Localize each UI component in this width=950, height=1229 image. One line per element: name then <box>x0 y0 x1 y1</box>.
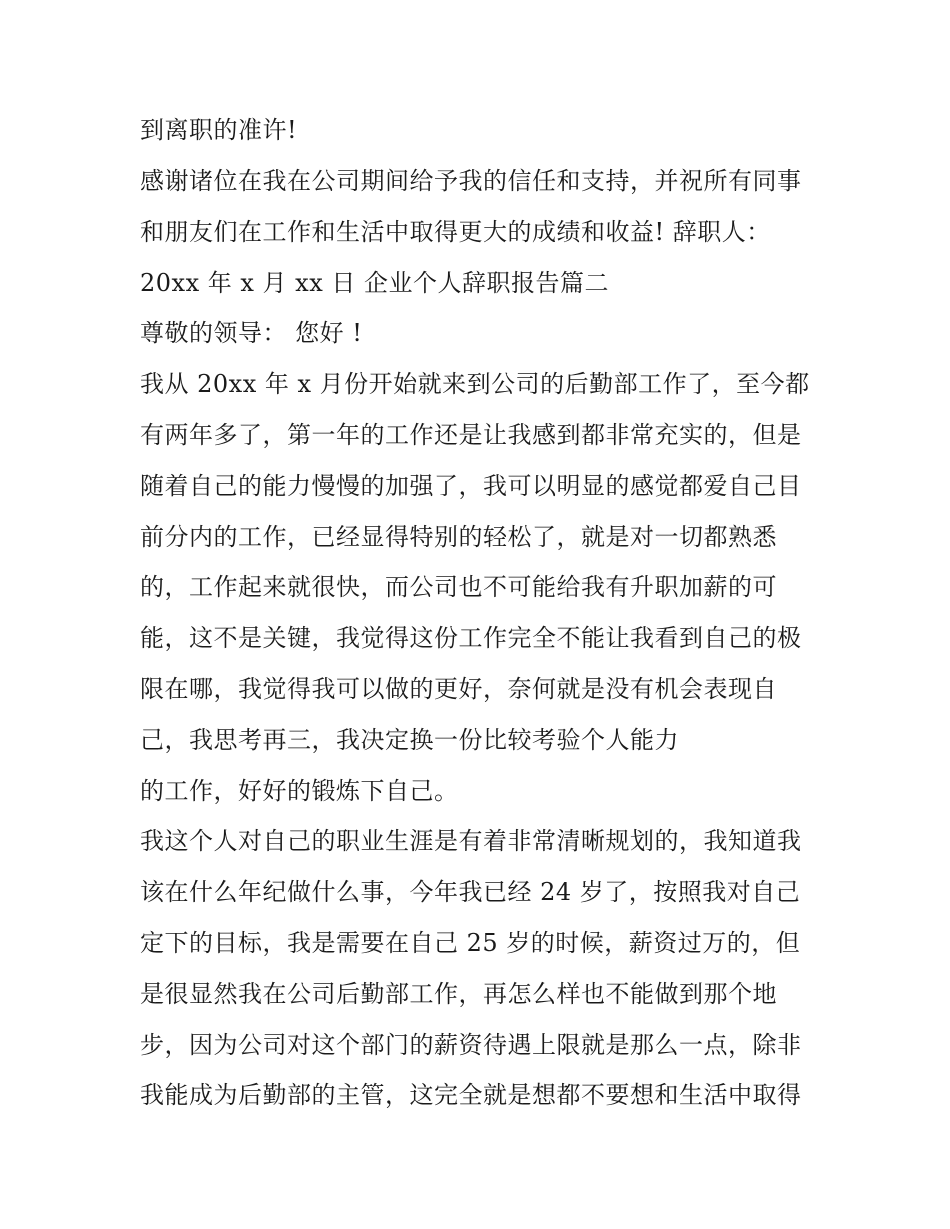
text-line: 我这个人对自己的职业生涯是有着非常清晰规划的，我知道我 <box>140 827 802 855</box>
text-line: 己，我思考再三，我决定换一份比较考验个人能力 <box>140 726 679 754</box>
text-line: 感谢诸位在我在公司期间给予我的信任和支持，并祝所有同事 <box>140 167 802 195</box>
text-line: 步，因为公司对这个部门的薪资待遇上限就是那么一点，除非 <box>140 1031 802 1059</box>
text-line: 的工作，好好的锻炼下自己。 <box>140 777 459 805</box>
text-line: 和朋友们在工作和生活中取得更大的成绩和收益! 辞职人： <box>140 218 771 246</box>
text-line: 限在哪，我觉得我可以做的更好，奈何就是没有机会表现自 <box>140 675 777 703</box>
salutation-line: 尊敬的领导： 您好 ! <box>140 319 363 347</box>
text-line: 是很显然我在公司后勤部工作，再怎么样也不能做到那个地 <box>140 980 777 1008</box>
text-line: 我能成为后勤部的主管，这完全就是想都不要想和生活中取得 <box>140 1081 802 1109</box>
text-line: 前分内的工作，已经显得特别的轻松了，就是对一切都熟悉 <box>140 523 777 551</box>
text-line: 的，工作起来就很快，而公司也不可能给我有升职加薪的可 <box>140 573 777 601</box>
text-line: 随着自己的能力慢慢的加强了，我可以明显的感觉都爱自己目 <box>140 472 802 500</box>
text-line: 有两年多了，第一年的工作还是让我感到都非常充实的，但是 <box>140 421 802 449</box>
text-line: 到离职的准许! <box>140 116 298 144</box>
text-line: 20xx 年 x 月 xx 日 企业个人辞职报告篇二 <box>140 269 609 297</box>
text-line: 我从 20xx 年 x 月份开始就来到公司的后勤部工作了，至今都 <box>140 370 810 398</box>
text-line: 定下的目标，我是需要在自己 25 岁的时候，薪资过万的，但 <box>140 929 801 957</box>
text-line: 能，这不是关键，我觉得这份工作完全不能让我看到自己的极 <box>140 624 802 652</box>
text-line: 该在什么年纪做什么事，今年我已经 24 岁了，按照我对自己 <box>140 878 801 906</box>
